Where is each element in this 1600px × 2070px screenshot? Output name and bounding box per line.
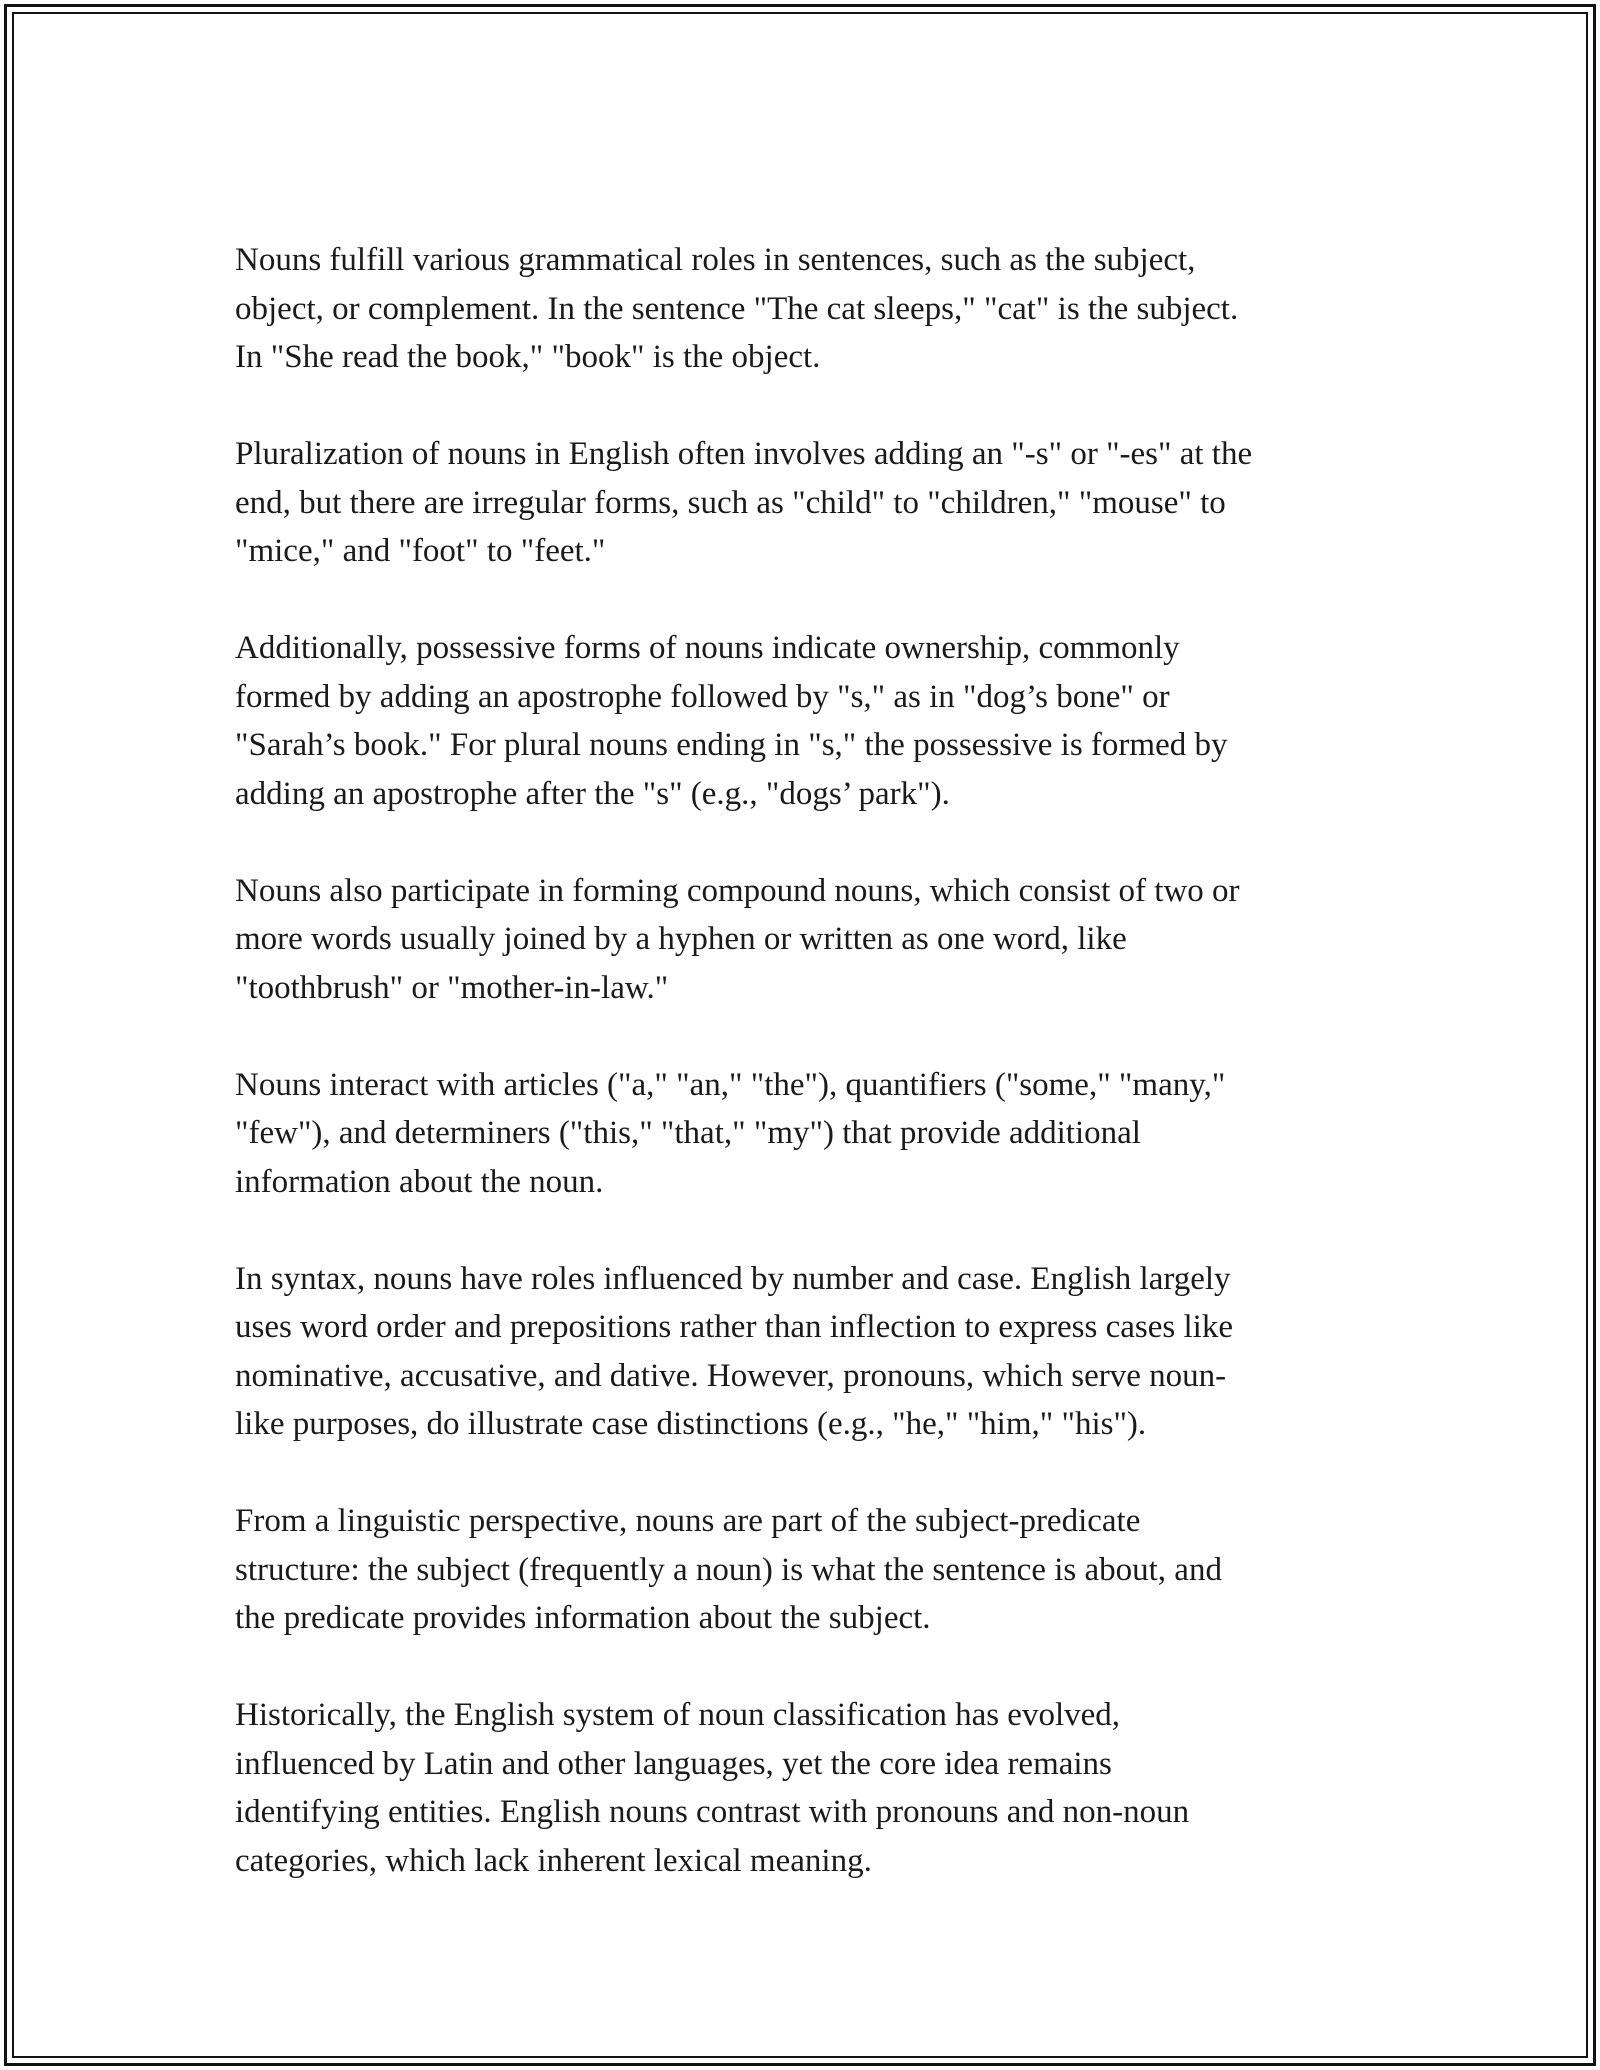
paragraph-articles-quantifiers: Nouns interact with articles ("a," "an," "the"), quantifiers ("some," "many," "few"), and determiners ("this," "that," "my") that provide additional information about the noun. (235, 1066, 1226, 1200)
document-body (235, 236, 1385, 1885)
paragraph-compound-nouns: Nouns also participate in forming compound nouns, which consist of two or more words usually joined by a hyphen or written as one word, like "toothbrush" or "mother-in-law." (235, 872, 1240, 1006)
paragraph-possessive-forms: Additionally, possessive forms of nouns indicate ownership, commonly formed by adding an apostrophe followed by "s," as in "dog’s bone" or "Sarah’s book." For plural nouns ending in "s," the possessive is formed by adding an apostrophe after the "s" (e.g., "dogs’ park"). (235, 630, 1228, 812)
paragraph-grammatical-roles: Nouns fulfill various grammatical roles in sentences, such as the subject, object, or complement. In the sentence "The cat sleeps," "cat" is the subject. In "She read the book," "book" is the object. (235, 242, 1239, 375)
paragraph-pluralization: Pluralization of nouns in English often involves adding an "-s" or "-es" at the end, but there are irregular forms, such as "child" to "children," "mouse" to "mice," and "foot" to "feet." (235, 436, 1253, 569)
paragraph-syntax-case: In syntax, nouns have roles influenced by number and case. English largely uses word order and prepositions rather than inflection to express cases like nominative, accusative, and dative. However, pronouns, which serve noun- like purposes, do illustrate case distinctions (e.g., "he," "him," "his"). (235, 1260, 1233, 1442)
paragraph-subject-predicate: From a linguistic perspective, nouns are part of the subject-predicate structure: the subject (frequently a noun) is what the sentence is about, and the predicate provides information about the subject. (235, 1503, 1222, 1636)
paragraph-historical-classification: Historically, the English system of noun classification has evolved, influenced by Latin and other languages, yet the core idea remains identifying entities. English nouns contrast with pronouns and non-noun categories, which lack inherent lexical meaning. (235, 1697, 1190, 1879)
